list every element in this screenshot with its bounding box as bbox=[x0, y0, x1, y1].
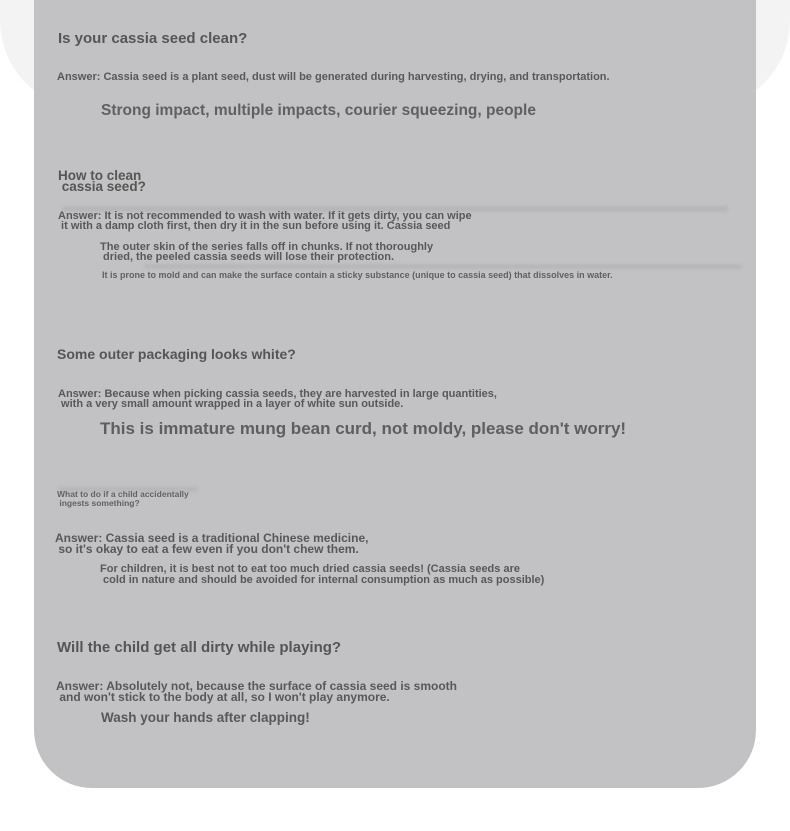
faq-note-4-line1: For children, it is best not to eat too much dried cassia seeds! (Cassia seeds are bbox=[100, 563, 520, 575]
faq-answer-3-line1: Answer: Because when picking cassia seeds, they are harvested in large quantities, bbox=[58, 388, 497, 400]
faq-question-4-line2: ingests something? bbox=[57, 498, 140, 508]
faq-note-1: Strong impact, multiple impacts, courier squeezing, people bbox=[101, 102, 536, 119]
faq-answer-5-line2: and won't stick to the body at all, so I won't play anymore. bbox=[56, 690, 390, 704]
smear-artifact bbox=[144, 264, 742, 269]
faq-answer-2-line1: Answer: It is not recommended to wash with water. If it gets dirty, you can wipe bbox=[58, 210, 472, 222]
faq-question-5: Will the child get all dirty while playing? bbox=[57, 639, 342, 656]
faq-answer-5-line1: Answer: Absolutely not, because the surface of cassia seed is smooth bbox=[56, 679, 458, 693]
faq-question-2-line2: cassia seed? bbox=[58, 179, 146, 194]
faq-question-2-line1: How to clean bbox=[58, 168, 142, 183]
faq-question-1: Is your cassia seed clean? bbox=[58, 30, 248, 47]
faq-card bbox=[34, 0, 756, 788]
faq-note-2-line1: The outer skin of the series falls off in chunks. If not thoroughly bbox=[100, 241, 434, 253]
faq-note-2-line2: dried, the peeled cassia seeds will lose their protection. bbox=[100, 251, 395, 263]
faq-answer-4-line2: so it's okay to eat a few even if you don't chew them. bbox=[55, 542, 359, 556]
faq-answer-2-line2: it with a damp cloth first, then dry it in the sun before using it. Cassia seed bbox=[58, 220, 451, 232]
faq-answer-4-line1: Answer: Cassia seed is a traditional Chinese medicine, bbox=[55, 531, 369, 545]
faq-question-3: Some outer packaging looks white? bbox=[57, 346, 296, 362]
faq-note-3: This is immature mung bean curd, not moldy, please don't worry! bbox=[100, 419, 627, 438]
faq-note-2-line3: It is prone to mold and can make the surface contain a sticky substance (unique to cassia seed) that dissolves in water. bbox=[102, 270, 613, 280]
faq-answer-1: Answer: Cassia seed is a plant seed, dust will be generated during harvesting, drying, and transportation. bbox=[57, 71, 610, 83]
faq-question-4-line1: What to do if a child accidentally bbox=[57, 489, 189, 499]
faq-note-4-line2: cold in nature and should be avoided for internal consumption as much as possible) bbox=[100, 574, 545, 586]
faq-answer-3-line2: with a very small amount wrapped in a layer of white sun outside. bbox=[58, 398, 404, 410]
faq-note-5: Wash your hands after clapping! bbox=[101, 710, 310, 725]
